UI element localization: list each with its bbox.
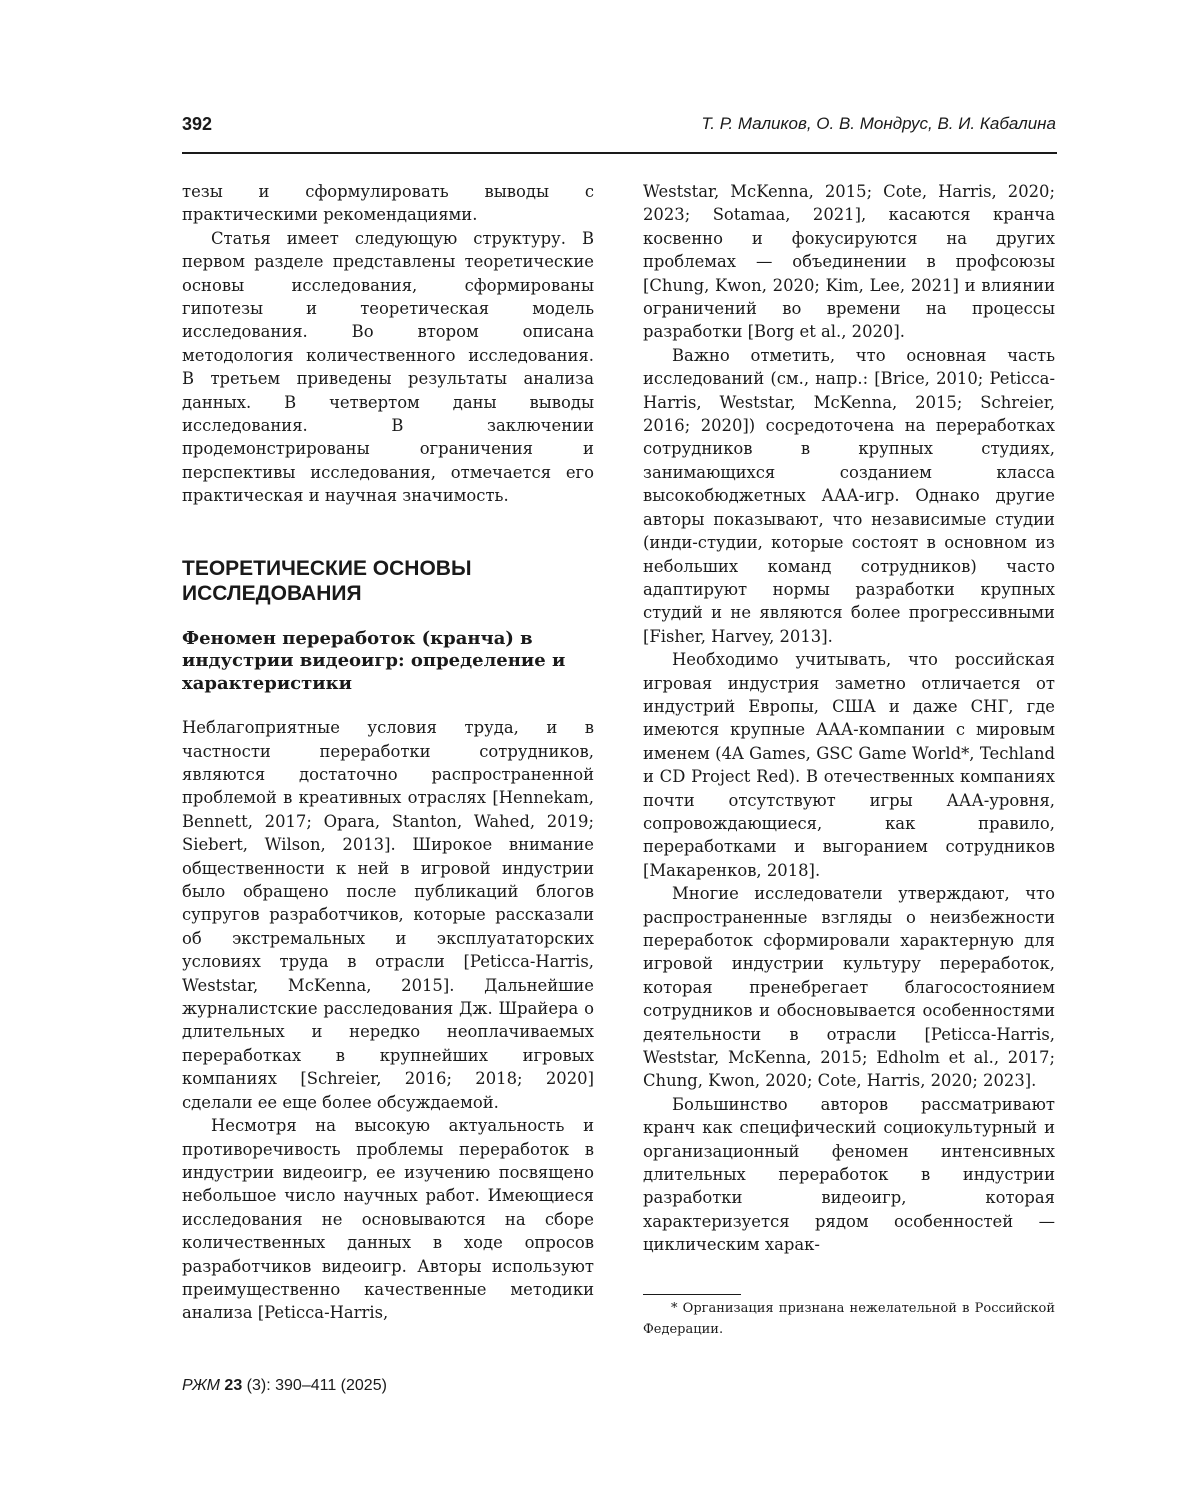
journal-issue-pages: (3): 390–411 (2025): [246, 1377, 387, 1394]
header-rule: [182, 152, 1057, 154]
page-number: 392: [182, 114, 213, 134]
running-header: [182, 114, 1056, 138]
footnote-rule: [643, 1294, 741, 1295]
paragraph: Weststar, McKenna, 2015; Cote, Harris, 2020; 2023; Sotamaa, 2021], касаются кранча косвенно и фокусируются на других проблемах — объединении в профсоюзы [Chung, Kwon, 2020; Kim, Lee, 2021] и влиянии ограничений во времени на процессы разработки [Borg et al., 2020].: [643, 182, 1055, 342]
running-head-authors: Т. Р. Маликов, О. В. Мондрус, В. И. Кабалина: [701, 114, 1056, 133]
paragraph: Многие исследователи утверждают, что распространенные взгляды о неизбежности переработок сформировали характерную для игровой индустрии культуру переработок, которая пренебрегает благосостоянием сотрудников и обосновывается особенностями деятельности в отрасли [Peticca-Harris, Weststar, McKenna, 2015; Edholm et al., 2017; Chung, Kwon, 2020; Cote, Harris, 2020; 2023].: [643, 884, 1055, 1091]
journal-citation: [182, 1377, 387, 1395]
paragraph: Большинство авторов рассматривают кранч как специфический социокультурный и организационный феномен интенсивных длительных переработок в индустрии разработки видеоигр, которая характеризуется рядом особенностей — циклическим харак-: [643, 1094, 1055, 1255]
paragraph: Неблагоприятные условия труда, и в частности переработки сотрудников, являются достаточно распространенной проблемой в креативных отраслях [Hennekam, Bennett, 2017; Opara, Stanton, Wahed, 2019; Siebert, Wilson, 2013]. Широкое внимание общественности к ней в игровой индустрии было обращено после публикаций блогов супругов разработчиков, которые рассказали об экстремальных и эксплуататорских условиях труда в отрасли [Peticca-Harris, Weststar, McKenna, 2015]. Дальнейшие журналистские расследования Дж. Шрайера о длительных и нередко неоплачиваемых переработках в крупнейших игровых компаниях [Schreier, 2016; 2018; 2020] сделали ее еще более обсуждаемой.: [182, 718, 594, 1112]
paragraph: Статья имеет следующую структуру. В первом разделе представлены теоретические основы исследования, сформированы гипотезы и теоретическая модель исследования. Во втором описана методология количественного исследования. В третьем приведены результаты анализа данных. В четвертом даны выводы исследования. В заключении продемонстрированы ограничения и перспективы исследования, отмечается его практическая и научная значимость.: [182, 228, 594, 506]
left-column: [182, 180, 594, 1325]
section-heading: ТЕОРЕТИЧЕСКИЕ ОСНОВЫ ИССЛЕДОВАНИЯ: [182, 556, 472, 605]
right-column: [643, 180, 1055, 1257]
subsection-heading: Феномен переработок (кранча) в индустрии видеоигр: определение и характеристики: [182, 627, 566, 694]
paragraph: тезы и сформулировать выводы с практическими рекомендациями.: [182, 182, 594, 225]
paragraph: Важно отметить, что основная часть исследований (см., напр.: [Brice, 2010; Peticca-Harris, Weststar, McKenna, 2015; Schreier, 2016; 2020]) сосредоточена на переработках сотрудников в крупных студиях, занимающихся созданием класса высокобюджетных ААА-игр. Однако другие авторы показывают, что независимые студии (инди-студии, которые состоят в основном из небольших команд сотрудников) часто адаптируют нормы разработки крупных студий и не являются более прогрессивными [Fisher, Harvey, 2013].: [643, 345, 1055, 646]
footnote-text: * Организация признана нежелательной в Российской Федерации.: [643, 1301, 1055, 1337]
paragraph: Необходимо учитывать, что российская игровая индустрия заметно отличается от индустрий Европы, США и даже СНГ, где имеются крупные ААА-компании с мировым именем (4A Games, GSC Game World*, Techland и CD Project Red). В отечественных компаниях почти отсутствуют игры ААА-уровня, сопровождающиеся, как правило, переработками и выгоранием сотрудников [Макаренков, 2018].: [643, 650, 1055, 880]
footnote: [643, 1298, 1055, 1340]
journal-volume: 23: [224, 1377, 243, 1394]
paragraph: Несмотря на высокую актуальность и противоречивость проблемы переработок в индустрии видеоигр, ее изучению посвящено небольшое число научных работ. Имеющиеся исследования не основываются на сборе количественных данных в ходе опросов разработчиков видеоигр. Авторы используют преимущественно качественные методики анализа [Peticca-Harris,: [182, 1116, 594, 1323]
journal-name: РЖМ: [182, 1377, 220, 1394]
